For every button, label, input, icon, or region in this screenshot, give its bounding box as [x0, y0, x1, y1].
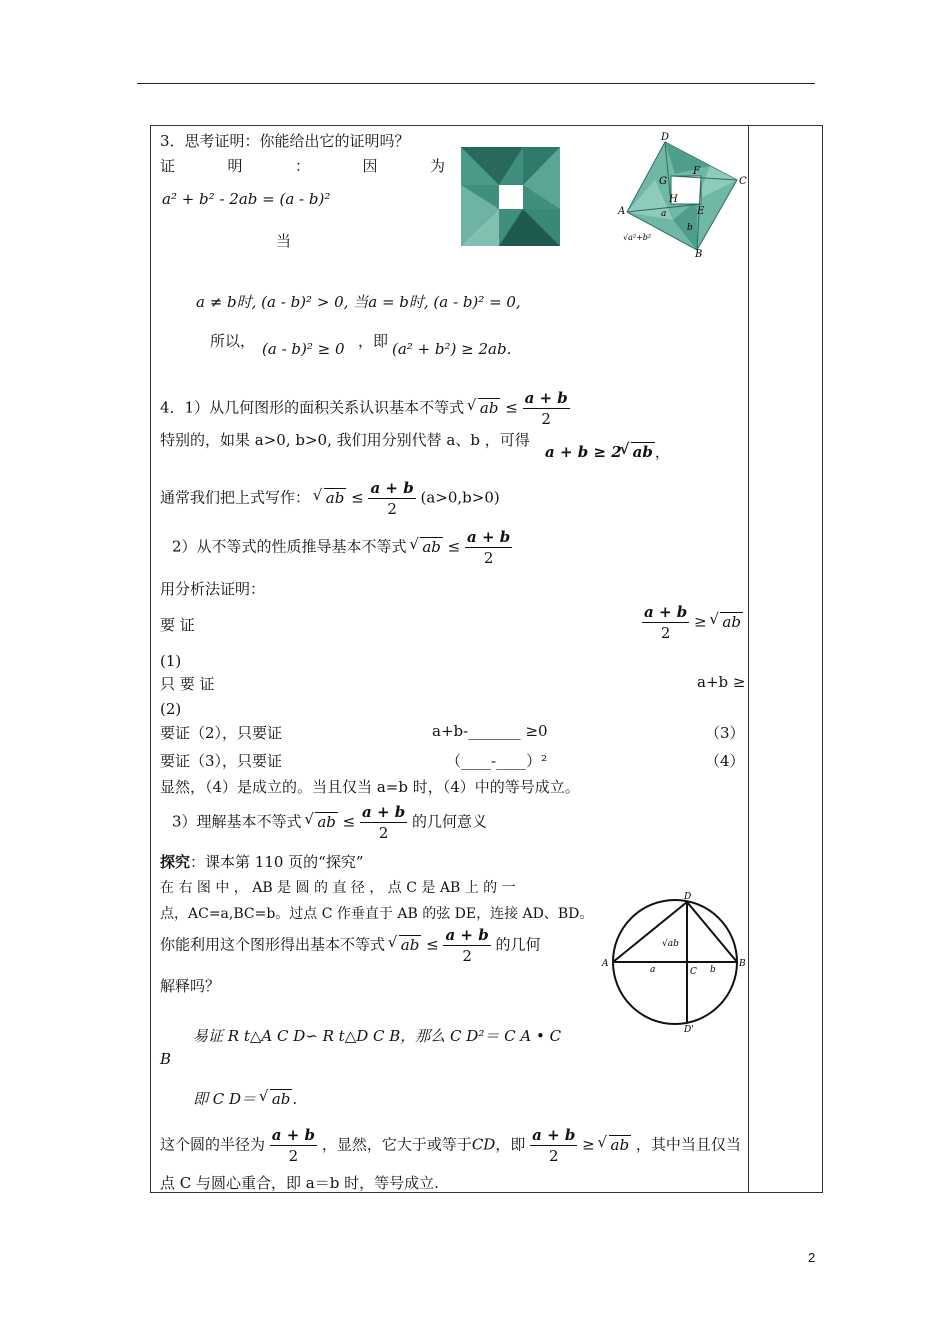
explore-title: 探究：课本第 110 页的“探究”: [160, 853, 364, 871]
target-inequality: $\frac{a + b}{2}$ ≥ √ ab: [642, 602, 743, 643]
zhi-yao-zheng: 只 要 证: [160, 675, 215, 693]
special-case-text: 特别的，如果 a>0, b>0, 我们用分别代替 a、b ，可得: [160, 431, 530, 449]
square-puzzle-figure: [461, 147, 560, 246]
label-sqrt-a2b2: √a²+b²: [623, 233, 652, 242]
usual-form: 通常我们把上式写作： √ ab ≤ $\frac{a + b}{2}$ (a>0,b>0): [160, 478, 500, 519]
cd-equals: 即 C D＝ √ ab .: [193, 1075, 297, 1109]
yao-zheng: 要 证: [160, 616, 195, 634]
label-A: A: [618, 206, 626, 217]
circle-label-b: b: [710, 965, 716, 975]
label-C: C: [739, 176, 747, 187]
so-text: 所以，: [210, 332, 256, 350]
explore-line1: 在 右 图 中 ， AB 是 圆 的 直 径 ， 点 C 是 AB 上 的 一: [160, 880, 516, 896]
circle-label-C: C: [690, 967, 697, 977]
equation-3a: (a - b)² ≥ 0: [262, 340, 345, 358]
circle-label-a: a: [650, 965, 656, 975]
circle-label-D: D: [684, 892, 692, 902]
obvious-text: 显然，（4）是成立的。当且仅当 a=b 时，（4）中的等号成立。: [160, 778, 580, 796]
section4-title3: 3）理解基本不等式 √ ab ≤ $\frac{a + b}{2}$ 的几何意义: [172, 802, 487, 843]
label-B: B: [695, 249, 703, 258]
circle-diameter-figure: [598, 890, 748, 1035]
equation-1: a² + b² - 2ab = (a - b)²: [162, 190, 331, 208]
last-line: 点 C 与圆心重合，即 a＝b 时，等号成立.: [160, 1174, 439, 1192]
circle-label-sqrt: √ab: [662, 939, 679, 949]
step-4-mid: （____-____）²: [446, 752, 548, 770]
step-4-right: （4）: [705, 752, 745, 770]
equation-2: a ≠ b时, (a - b)² > 0, 当a = b时, (a - b)² = 0,: [196, 293, 521, 311]
explore-line4: 解释吗？: [160, 977, 221, 995]
am-gm-2sqrt: a + b ≥ 2√ ab ，: [545, 441, 670, 462]
proof-intro: 证 明 ： 因 为: [160, 157, 445, 175]
section4-title2: 2）从不等式的性质推导基本不等式 √ ab ≤ $\frac{a + b}{2}$: [172, 527, 512, 568]
ji-text: ，即: [358, 332, 389, 350]
label-G: G: [659, 176, 667, 187]
step-2-num: (2): [160, 700, 182, 718]
page-number: 2: [808, 1250, 816, 1265]
label-E: E: [697, 206, 705, 217]
circle-label-D2: D': [684, 1025, 694, 1035]
label-a: a: [661, 209, 667, 219]
explore-line2: 点，AC=a,BC=b。过点 C 作垂直于 AB 的弦 DE，连接 AD、BD。: [160, 906, 594, 922]
step-3-mid: a+b-_______ ≥0: [432, 722, 548, 740]
circle-label-B: B: [739, 959, 746, 969]
section3-title: 3．思考证明：你能给出它的证明吗？: [160, 132, 410, 150]
header-rule: [137, 83, 815, 84]
label-D: D: [661, 132, 670, 143]
step-1-num: (1): [160, 652, 182, 670]
table-column-divider: [748, 125, 749, 1193]
dang-text: 当: [276, 232, 292, 250]
label-b: b: [687, 223, 693, 233]
rotated-square-figure: [615, 130, 750, 258]
proof-similar-b: B: [160, 1050, 172, 1068]
proof-similar: 易证 R t△A C D∽ R t△D C B，那么 C D²＝ C A • C: [193, 1027, 562, 1045]
label-H: H: [669, 194, 678, 205]
step-3-right: （3）: [705, 724, 745, 742]
step-4-left: 要证（3），只要证: [160, 752, 283, 770]
explore-line3: 你能利用这个图形得出基本不等式 √ ab ≤ $\frac{a + b}{2}$ 的几何: [160, 925, 541, 966]
circle-label-A: A: [602, 959, 609, 969]
radius-line: 这个圆的半径为 $\frac{a + b}{2}$ ，显然，它大于或等于CD，即 $\frac{a + b}{2}$ ≥ √ ab ，其中当且仅当: [160, 1125, 741, 1166]
step-3-left: 要证（2），只要证: [160, 724, 283, 742]
ab-geq: a+b ≥: [697, 673, 746, 691]
equation-3b: (a² + b²) ≥ 2ab.: [392, 340, 512, 358]
analysis-method: 用分析法证明：: [160, 580, 266, 598]
section4-title1: 4．1）从几何图形的面积关系认识基本不等式 √ ab ≤ $\frac{a + b}{2}$: [160, 388, 570, 429]
label-F: F: [693, 166, 700, 177]
